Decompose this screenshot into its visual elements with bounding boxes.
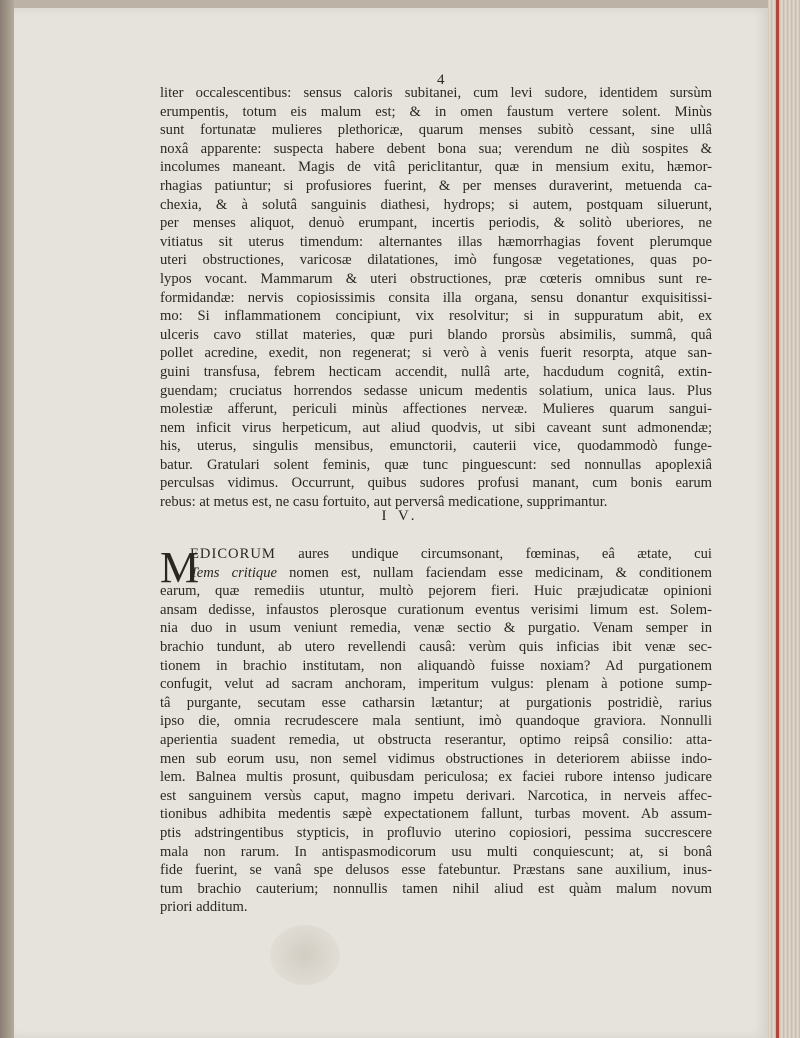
text-line: guini transfusa, febrem hecticam accendit, nullâ arte, hacdudum cognitâ, extin- [160,363,712,380]
text-line: brachio tundunt, ab utero revellendi causâ: verùm quis inficias ibit venæ sec- [160,638,712,655]
paragraph-2 [160,545,712,917]
text-line: incolumes maneant. Magis de vitâ periclitantur, quæ in mensium exitu, hæmor- [160,159,712,176]
text-line: priori additum. [160,899,248,916]
text-line: men sub eorum usu, non semel vidimus obstructiones in deteriorem abiisse indo- [160,750,712,767]
text-line: uteri obstructiones, varicosæ dilatationes, imò fungosæ vegetationes, quas po- [160,252,712,269]
text-line: ulceris cavo stillat materies, quæ puri blando prorsùs absimilis, summâ, quâ [160,326,712,343]
text-line: pollet acredine, exedit, non regenerat; si verò à venis fuerit resorpta, atque san- [160,345,712,362]
line-text: nomen est, nullam faciendam esse medicinam, & conditionem [277,564,712,581]
text-line: liter occalescentibus: sensus caloris subitanei, cum levi sudore, identidem sursùm [160,85,712,101]
text-line: tionibus adhibita medentis sæpè expectationem fallunt, turbas movent. Ab assum- [160,806,712,823]
text-line: confugit, velut ad sacram anchoram, imperitum vulgus: plenam à potione sump- [160,676,712,693]
text-line: noxâ apparente: suspecta habere debent bona sua; verendum ne diù sospites & [160,140,712,157]
text-line: earum, quæ remediis utuntur, multò pejorem fieri. Huic præjudicatæ opinioni [160,583,712,600]
page-number: 4 [437,72,445,88]
text-line: guendam; cruciatus horrendos sedasse unicum medentis solatium, unica laus. Plus [160,382,712,399]
text-line: mala non rarum. In antispasmodicorum usu multi conquiescunt; at, si bonâ [160,843,712,860]
text-line: erumpentis, totum eis malum est; & in omen faustum vertere solent. Minùs [160,103,712,120]
text-line: his, uterus, singulis mensibus, emunctorii, cauterii vice, quodammodò funge- [160,438,712,455]
text-line: nia duo in usum veniunt remedia, venæ sectio & purgatio. Venam semper in [160,620,712,637]
text-line: formidandæ: nervis copiosissimis consita illa organa, sensu donantur exquisitissi- [160,289,712,306]
text-line: lem. Balnea multis prosunt, quibusdam periculosa; ex faciei rubore intenso judicare [160,769,712,786]
text-line: tâ purgante, secutam esse catharsin lætantur; at purgationis postridiè, rarius [160,694,712,711]
text-line: ansam dedisse, infaustos plerosque curationum eventus verisimi limum est. Solem- [160,601,712,618]
text-line: chexia, & à solutâ sanguinis diathesi, hydrops; si autem, postquam siluerunt, [160,196,712,213]
text-line: nem inficit virus herpeticum, aut aliud quodvis, ut sibi caveant sunt admonendæ; [160,419,712,436]
text-line: rhagias patiuntur; si profusiores fuerint, & per menses duraverint, metuenda ca- [160,177,712,194]
first-word: EDICORUM [190,546,276,562]
paragraph-2-body [160,582,712,917]
text-line: perculsas vidimus. Occurrunt, quibus sudores profusi manant, cum bonis earum [160,475,712,492]
paragraph-1 [160,84,712,512]
text-line: vitiatus sit uterus timendum: alternantes illas hæmorrhagias fovent plerumque [160,233,712,250]
text-line: fide fuerint, se vanâ spe delusos esse fatebuntur. Præstans sane auxilium, inus- [160,862,712,879]
text-line: tum brachio cauterium; nonnullis tamen nihil aliud est quàm malum novum [160,880,712,897]
paragraph-2-line [160,564,712,583]
line-text: aures undique circumsonant, fœminas, eâ ætate, cui [275,546,712,562]
text-line: rebus: at metus est, ne casu fortuito, aut perversâ medicatione, supprimantur. [160,494,608,511]
text-line: aperientia suadent remedia, ut obstructa reserantur, optimo reipsâ consilio: atta- [160,731,712,748]
text-line: mo: Si inflammationem concipiunt, vix resolvitur; si in suppuratum abit, ex [160,308,712,325]
text-line: est sanguinem versùs caput, magno impetu derivari. Narcotica, in nerveis affec- [160,787,712,804]
section-heading: I V. [381,508,419,524]
italic-term: Tems critique [190,564,277,581]
text-line: ptis adstringentibus stypticis, in profluvio uterino copiosiori, pessima succrescere [160,824,712,841]
text-line: lypos vocant. Mammarum & uteri obstructiones, præ cœteris omnibus sunt re- [160,270,712,287]
text-line: molestiæ afferunt, periculi minùs affectiones nerveæ. Mulieres quarum sangui- [160,401,712,418]
text-line: ipso die, omnia recrudescere mala sentiunt, imò quandoque graviora. Nonnulli [160,713,712,730]
text-line: per menses aliquot, denuò erumpant, incertis periodis, & solitò uberiores, ne [160,215,712,232]
text-line: sunt fortunatæ mulieres plethoricæ, quarum menses subitò cessant, sine ullâ [160,122,712,139]
paper-stain [270,925,340,985]
text-line: batur. Gratulari solent feminis, quæ tunc pinguescunt: sed nonnullas apoplexiâ [160,456,712,473]
drop-cap: M [160,543,200,592]
paragraph-2-line [160,545,712,564]
text-line: tionem in brachio institutam, non aliquandò fuisse noxiam? Ad purgationem [160,657,712,674]
